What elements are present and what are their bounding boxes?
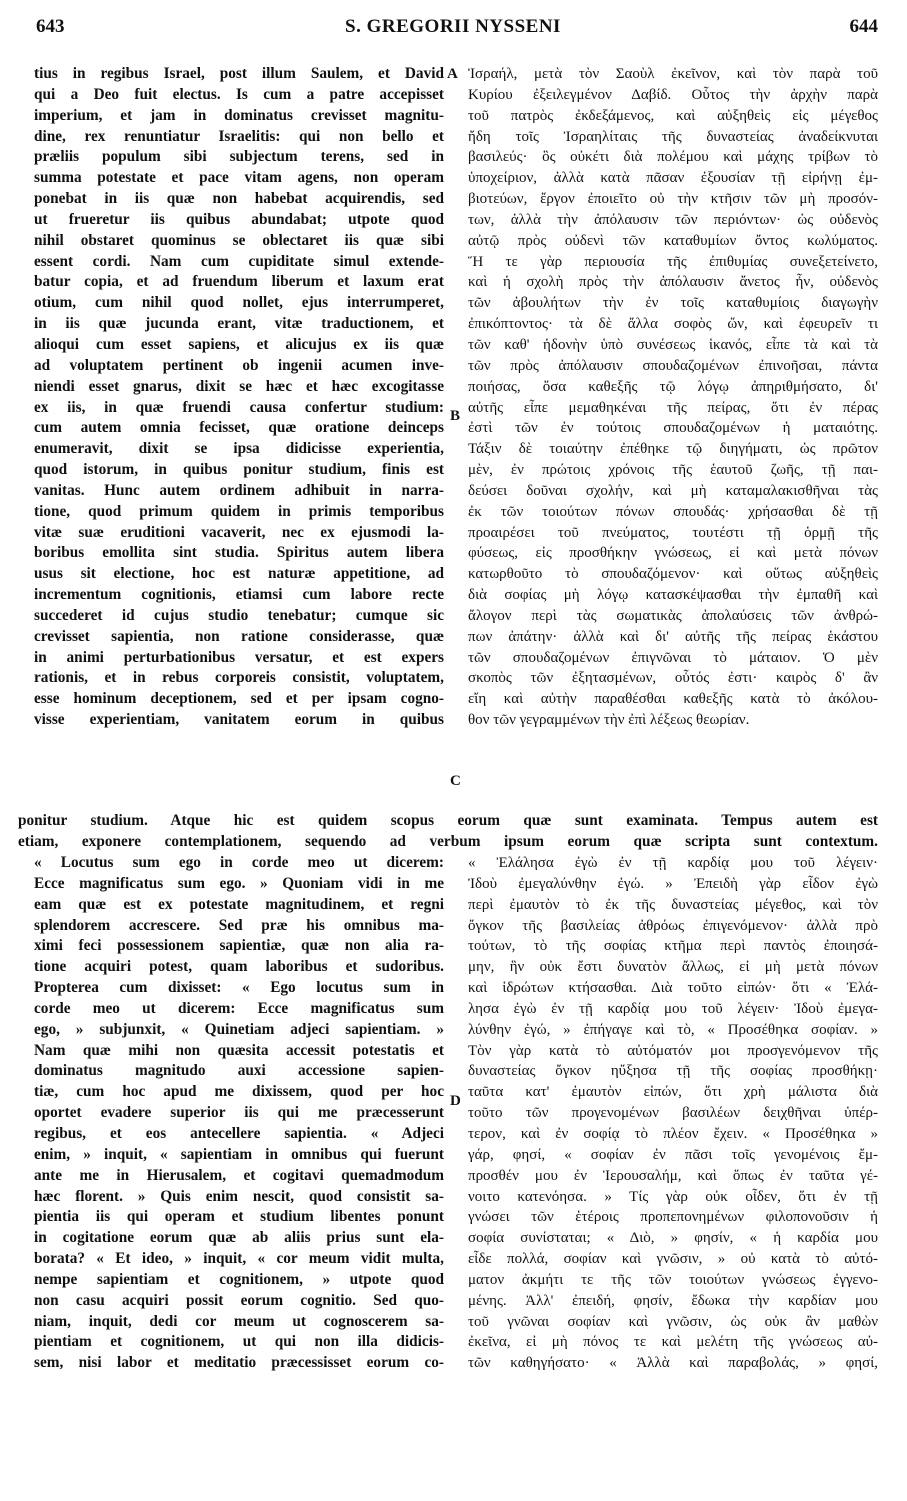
text-line: tione acquiri potest, quam laboribus et sudoribus. (34, 958, 444, 976)
greek-column-top (468, 64, 878, 731)
right-page-number: 644 (849, 16, 878, 37)
text-line: καὶ ἱδρώτων κτήσασθαι. Διὰ τοῦτο εἰπών· ὅτι « Ἐλά- (468, 980, 878, 997)
text-line: βιοτεύων, ἔργον ἐποιεῖτο οὐ τὴν κτῆσιν τῶν μὴ προσόν- (468, 191, 878, 208)
text-line: εἴη καὶ αὐτὴν παραθέσθαι καθεξῆς κατὰ τὸ ἀκόλου- (468, 691, 878, 708)
text-line: ex iis, in quæ fruendi causa confertur studium: (34, 398, 444, 416)
text-line: Κυρίου ἐξειλεγμένον Δαβίδ. Οὗτος τὴν ἀρχὴν παρὰ (468, 86, 878, 103)
text-line: cum autem omnia fecisset, quæ oratione deinceps (34, 419, 444, 437)
text-line: τῶν πρὸς ἀπόλαυσιν σπουδαζομένων ἐπινοῆσαι, πάντα (468, 357, 878, 374)
text-line: ante me in Hierusalem, et cogitavi quemadmodum (34, 1166, 444, 1184)
text-line: τοῦ πατρὸς ἐκδεξάμενος, καὶ αὐξηθεὶς εἰς μέγεθος (468, 107, 878, 124)
text-line: ponitur studium. Atque hic est quidem scopus eorum quæ sunt examinata. Tempus autem est (18, 812, 878, 829)
section-marker-b: B (450, 408, 461, 424)
page-header (28, 10, 878, 38)
text-line: dine, rex renuntiatur Israelitis: qui non bello et (34, 127, 444, 145)
text-line: πων ἀπάτην· ἀλλὰ καὶ δι' αὐτῆς τῆς πείρας ἑκάστου (468, 628, 878, 645)
text-line: ad voluptatem pertinent ob ingenii acumen inve- (34, 356, 444, 374)
text-line: τῶν ἀβουλήτων τὴν ἐν τοῖς καταθυμίοις διαγωγὴν (468, 295, 878, 312)
section-marker-d: D (450, 1093, 461, 1109)
text-line: qui a Deo fuit electus. Is cum a patre accepisset (34, 85, 444, 103)
text-line: quod istorum, in quibus ponitur studium, finis est (34, 461, 444, 479)
text-line: niendi esset gnarus, dixit se hæc et hæc excogitasse (34, 377, 444, 395)
text-line: τοῦτο τῶν προγενομένων βασιλέων δειχθῆναι ὑπέρ- (468, 1105, 878, 1122)
text-line: enumeravit, dixit se ipsa didicisse experientia, (34, 440, 444, 458)
text-line: dominatus magnitudo auxi accessione sapien- (34, 1062, 444, 1080)
text-line: προσθέν μου ἐν Ἱερουσαλήμ, καὶ ὅπως ἐν ταῦτα γέ- (468, 1167, 878, 1184)
section-marker-a: A (447, 66, 458, 82)
text-line: καὶ ἡ σχολὴ πρὸς τὴν ἀπόλαυσιν ἄνετος ἦν, οὐδενὸς (468, 274, 878, 291)
text-line: enim, » inquit, « sapientiam in omnibus qui fuerunt (34, 1145, 444, 1163)
left-page-number: 643 (36, 16, 65, 37)
text-line: eam quæ est ex potestate magnitudinem, et regni (34, 895, 444, 913)
latin-column-bottom (34, 853, 444, 1374)
text-line: φύσεως, εἰς προσθήκην γνώσεως, εἰ καὶ μετὰ πόνων (468, 545, 878, 562)
text-line: rationis, et in rebus corporeis consistit, voluptatem, (34, 669, 444, 687)
text-line: ἤδη τοῖς Ἰσραηλίταις τῆς δυναστείας ἀναδείκνυται (468, 128, 878, 145)
text-line: nempe sapientiam et cognitionem, » utpote quod (34, 1270, 444, 1288)
text-line: ut frueretur iis quibus abundabat; utpote quod (34, 210, 444, 228)
text-line: Τάξιν δὲ τοιαύτην ἐπέθηκε τῷ διηγήματι, ὡς πρῶτον (468, 441, 878, 458)
full-width-lines (18, 811, 878, 853)
text-line: ego, » subjunxit, « Quinetiam adjeci sapientiam. » (34, 1020, 444, 1038)
text-line: αὐτῆς εἶπε μεμαθηκέναι τῆς πείρας, ὅτι ἐν πέρας (468, 399, 878, 416)
text-line: visse experientiam, vanitatem eorum in quibus (34, 711, 444, 729)
text-line: « Ἐλάλησα ἐγὼ ἐν τῇ καρδίᾳ μου τοῦ λέγειν· (468, 855, 878, 871)
text-line: in animi perturbationibus versatur, et est expers (34, 648, 444, 666)
text-line: sem, nisi labor et meditatio præcessisset eorum co- (34, 1354, 444, 1372)
text-line: Propterea cum dixisset: « Ego locutus sum in (34, 979, 444, 997)
text-line: vitæ suæ eruditioni vacaverit, nec ex ejusmodi la- (34, 523, 444, 541)
latin-column-top (34, 64, 444, 731)
text-line: hæc florent. » Quis enim nescit, quod consistit sa- (34, 1187, 444, 1205)
text-line: ὑποχείριον, ἀλλὰ κατὰ πᾶσαν ἐξουσίαν τῇ εἰρήνῃ ἐμ- (468, 170, 878, 187)
text-line: ἄλογον περὶ τὰς σωματικὰς ἀπολαύσεις τῶν ἀνθρώ- (468, 607, 878, 624)
text-line: etiam, exponere contemplationem, sequendo ad verbum ipsum eorum quæ scripta sunt contextum. (18, 832, 878, 850)
text-line: ἐπικόπτοντος· τὰ δὲ ἄλλα σοφὸς ὤν, καὶ ἐφευρεῖν τι (468, 316, 878, 333)
text-line: τοῦ γνῶναι σοφίαν καὶ γνῶσιν, ὡς οὐκ ἂν μαθὼν (468, 1313, 878, 1330)
text-line: nihil obstaret quominus se oblectaret iis quæ sibi (34, 231, 444, 249)
greek-column-bottom (468, 853, 878, 1374)
text-line: esse hominum deceptionem, sed et per ipsam cogno- (34, 690, 444, 708)
text-line: μένης. Ἀλλ' ἐπειδή, φησίν, ἔδωκα τὴν καρδίαν μου (468, 1292, 878, 1309)
text-line: succederet id cujus studio tenebatur; cumque sic (34, 606, 444, 624)
text-line: essent cordi. Nam cum cupiditate simul extende- (34, 252, 444, 270)
text-line: τῶν σπουδαζομένων ἐπιγνῶναι τὸ μάταιον. Ὁ μὲν (468, 649, 878, 666)
text-line: batur copia, et ad fruendum liberum et laxum erat (34, 273, 444, 291)
text-line: in iis quæ jucunda erant, vitæ traductionem, et (34, 315, 444, 333)
text-line: θον τῶν γεγραμμένων τὴν ἐπὶ λέξεως θεωρίαν. (468, 712, 750, 729)
text-line: tione, quod primum quidem in primis temporibus (34, 502, 444, 520)
text-line: non casu acquiri possit eorum cognitio. Sed quo- (34, 1291, 444, 1309)
text-line: αὐτῷ πρὸς οὐδενὶ τῶν καταθυμίων ὄντος κωλύματος. (468, 232, 878, 249)
text-line: λύνθην ἐγώ, » ἐπήγαγε καὶ τὸ, « Προσέθηκα σοφίαν. » (468, 1021, 878, 1038)
text-line: μην, ἣν οὐκ ἔστι δυνατὸν ἄλλως, εἰ μὴ μετὰ πόνων (468, 959, 878, 976)
text-line: niam, inquit, dedi cor meum ut cognoscerem sa- (34, 1312, 444, 1330)
text-line: τῶν καθ' ἡδονὴν ὑπὸ συνέσεως ἱκανός, εἶπε τὰ καὶ τὰ (468, 336, 878, 353)
text-line: γάρ, φησί, « σοφίαν ἐν πᾶσι τοῖς γενομένοις ἔμ- (468, 1146, 878, 1163)
text-line: vanitas. Hunc autem ordinem adhibuit in narra- (34, 481, 444, 499)
text-line: ὄγκον τῆς βασιλείας ἀθρόως ἐπιγενόμενον· ἀλλὰ πρὸ (468, 917, 878, 934)
running-title: S. GREGORII NYSSENI (345, 16, 561, 37)
text-line: Τὸν γὰρ κατὰ τὸ αὐτόματόν μοι προσγενόμενον τῆς (468, 1042, 878, 1059)
text-line: διὰ σοφίας μὴ λόγῳ κατασκέψασθαι τὴν ἐμπαθῆ καὶ (468, 587, 878, 604)
text-line: incrementum cognitionis, etiamsi cum labore recte (34, 586, 444, 604)
text-line: præliis populum sibi subjectum terens, sed in (34, 148, 444, 166)
text-line: ximi feci possessionem sapientiæ, quæ non alia ra- (34, 937, 444, 955)
section-marker-c: C (450, 773, 461, 789)
text-line: tiæ, cum hoc apud me dixissem, quod per hoc (34, 1083, 444, 1101)
text-line: περὶ ἐμαυτὸν τὸ ἐκ τῆς δυναστείας μέγεθος, καὶ τὸν (468, 896, 878, 913)
text-line: των, ἀλλὰ τὴν ἀπόλαυσιν τῶν περιόντων· ὡς οὐδενὸς (468, 211, 878, 228)
text-line: εἶδε πολλά, σοφίαν καὶ γνῶσιν, » οὐ κατὰ τὸ αὐτό- (468, 1251, 878, 1268)
text-line: κατωρθοῦτο τὸ σπουδαζόμενον· καὶ οὕτως αὐξηθεὶς (468, 566, 878, 583)
text-line: summa potestate et pace vitam agens, non operam (34, 169, 444, 187)
text-line: oportet evadere superior iis qui me præcesserunt (34, 1104, 444, 1122)
text-line: usus sit electione, hoc est naturæ appetitione, ad (34, 565, 444, 583)
text-line: Ecce magnificatus sum ego. » Quoniam vidi in me (34, 874, 444, 892)
text-line: ποιήσας, ὅσα καθεξῆς τῷ λόγῳ ἀπηριθμήσατο, δι' (468, 378, 878, 395)
text-line: boribus emollita sint studia. Spiritus autem libera (34, 544, 444, 562)
text-line: ματον ἀκμήτι τε τῆς τῶν τοιούτων γνώσεως ἐγγενο- (468, 1271, 878, 1288)
text-line: Ἰδοὺ ἐμεγαλύνθην ἐγώ. » Ἐπειδὴ γὰρ εἶδον ἐγὼ (468, 875, 878, 892)
text-line: δυναστείας ὄγκον ηὔξησα τῇ τῆς σοφίας προσθήκῃ· (468, 1063, 878, 1080)
text-line: γνώσει τῶν ἑτέροις προπεπονημένων φιλοπονοῦσιν ἡ (468, 1209, 878, 1226)
text-line: νοιτο κατενόησα. » Τίς γὰρ οὐκ οἶδεν, ὅτι ἐν τῇ (468, 1188, 878, 1205)
text-line: τερον, καὶ ἐν σοφίᾳ τὸ πλέον ἔχειν. « Προσέθηκα » (468, 1125, 878, 1142)
text-line: crevisset sapientia, non ratione considerasse, quæ (34, 627, 444, 645)
text-line: splendorem accrescere. Sed præ his omnibus ma- (34, 916, 444, 934)
text-line: Ἰσραήλ, μετὰ τὸν Σαοὺλ ἐκεῖνον, καὶ τὸν παρὰ τοῦ (468, 66, 878, 82)
text-line: Nam quæ mihi non quæsita accessit potestatis et (34, 1041, 444, 1059)
text-line: tius in regibus Israel, post illum Saulem, et David (34, 65, 444, 82)
text-line: Ἥ τε γὰρ περιουσία τῆς ἐπιθυμίας συνεξετείνετο, (468, 253, 878, 270)
text-line: τῶν καθηγήσατο· « Ἀλλὰ καὶ παραβολάς, » φησί, (468, 1355, 878, 1372)
text-line: λησα ἐγὼ ἐν τῇ καρδίᾳ μου τοῦ λέγειν· Ἰδοὺ ἐμεγα- (468, 1000, 878, 1017)
text-line: ταῦτα κατ' ἐμαυτὸν εἰπών, ὅτι χρὴ μάλιστα διὰ (468, 1084, 878, 1101)
text-line: σοφία συνίσταται; « Διὸ, » φησίν, « ἡ καρδία μου (468, 1230, 878, 1247)
text-line: ἐκεῖνα, εἰ μὴ πόνος τε καὶ μελέτη τῆς γνώσεως αὐ- (468, 1334, 878, 1351)
text-line: pientia iis qui operam et studium libentes ponunt (34, 1208, 444, 1226)
text-line: βασιλεύς· ὃς οὐκέτι διὰ πολέμου καὶ μάχης τρίβων τὸ (468, 149, 878, 166)
text-line: regibus, et eos antecellere sapientia. « Adjeci (34, 1124, 444, 1142)
text-line: προαιρέσει τοῦ πνεύματος, τουτέστι τῇ ὁρμῇ τῆς (468, 524, 878, 541)
text-line: ἐστὶ τῶν ἐν τούτοις σπουδαζομένων ἡ ματαιότης. (468, 420, 878, 437)
text-line: imperium, et jam in dominatus crevisset magnitu- (34, 106, 444, 124)
text-line: « Locutus sum ego in corde meo ut dicerem: (34, 854, 444, 871)
text-line: corde meo ut dicerem: Ecce magnificatus sum (34, 999, 444, 1017)
text-line: μὲν, ἐν πρώτοις χρόνοις τῆς ἑαυτοῦ ζωῆς, τῇ παι- (468, 462, 878, 479)
text-line: in cogitatione eorum quæ ab aliis prius sunt ela- (34, 1229, 444, 1247)
text-line: τούτων, τὸ τῆς σοφίας κτῆμα περὶ παντὸς ἐποιησά- (468, 938, 878, 955)
text-line: borata? « Et ideo, » inquit, « cor meum vidit multa, (34, 1250, 444, 1268)
text-line: pientiam et cognitionem, ut qui non illa didicis- (34, 1333, 444, 1351)
text-line: δεύσει δοῦναι σχολήν, καὶ μὴ καταμαλακισθῆναι τὰς (468, 482, 878, 499)
text-line: σκοπὸς τῶν ἐξητασμένων, οὗτός ἐστι· καιρὸς δ' ἂν (468, 670, 878, 687)
text-line: ponebat in iis quæ non habebat acquirendis, sed (34, 190, 444, 208)
text-line: alioqui cum esset sapiens, et alicujus ex iis quæ (34, 335, 444, 353)
text-line: ἐκ τῶν τοιούτων πόνων σπουδάς· χρήσασθαι δὲ τῇ (468, 503, 878, 520)
text-line: otium, cum nihil quod nollet, ejus interrumperet, (34, 294, 444, 312)
